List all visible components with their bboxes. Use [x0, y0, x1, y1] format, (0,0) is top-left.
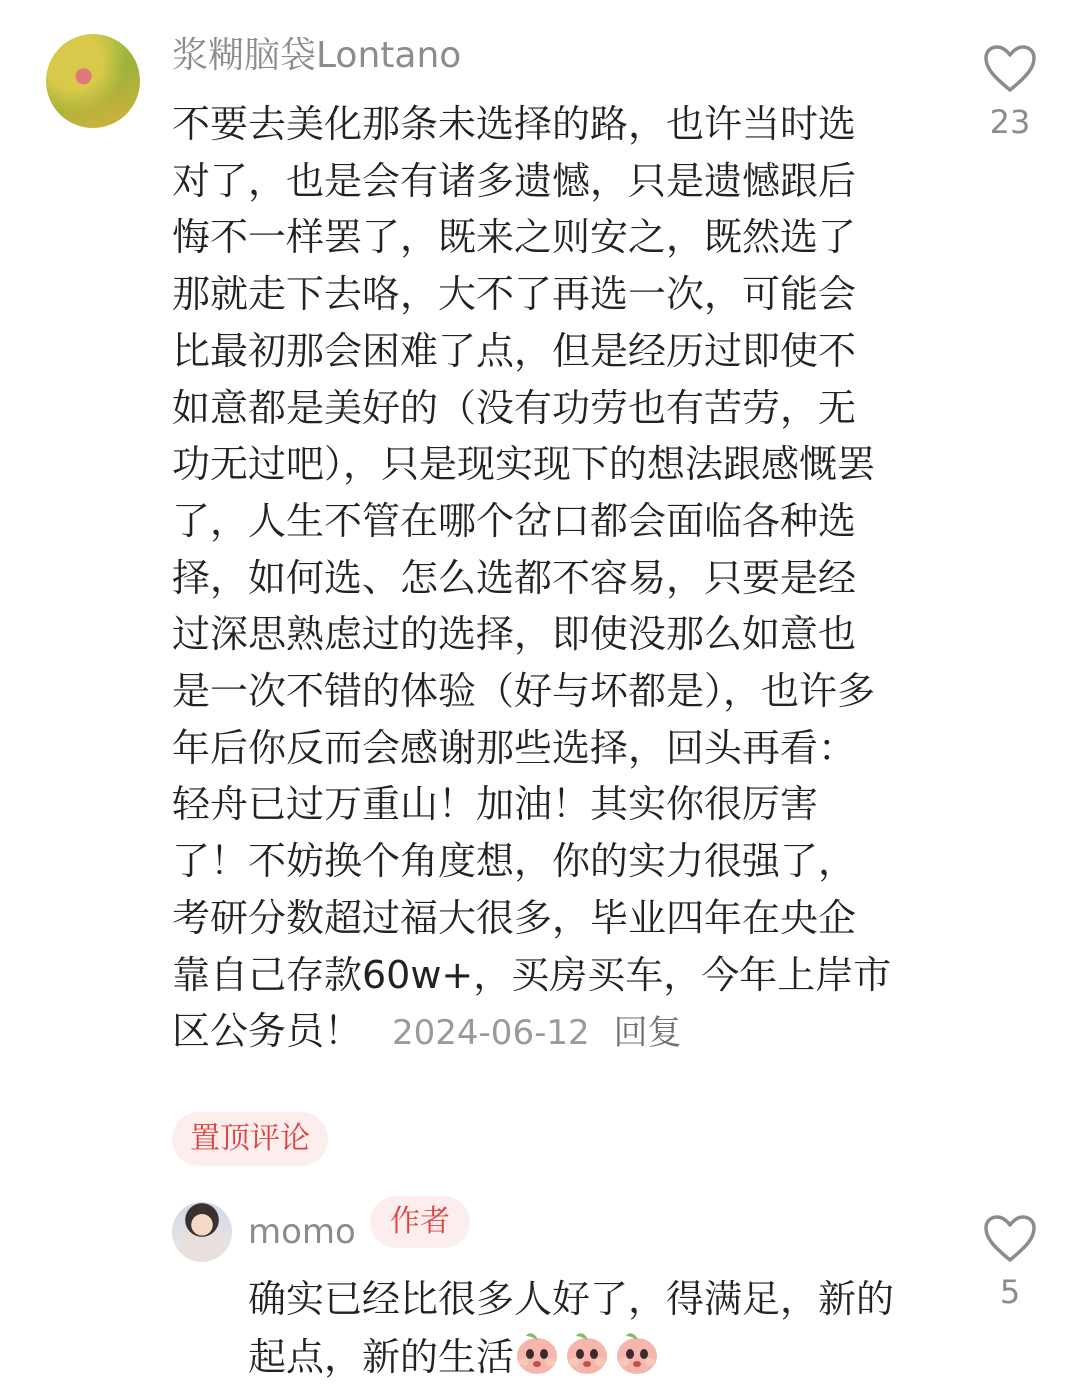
pinned-comment-badge: 置顶评论 [172, 1112, 328, 1166]
like-count: 5 [999, 1273, 1021, 1311]
like-count: 23 [989, 103, 1031, 141]
user-avatar[interactable] [46, 34, 140, 128]
author-badge: 作者 [370, 1196, 470, 1248]
peach-face-emoji-icon [514, 1330, 560, 1376]
comment-username[interactable]: 浆糊脑袋Lontano [172, 35, 462, 76]
comment-text: 确实已经比很多人好了，得满足，新的起点，新的生活 [248, 1277, 895, 1379]
comment-username[interactable]: momo [248, 1212, 356, 1252]
reply-button[interactable]: 回复 [613, 1013, 682, 1054]
user-avatar[interactable] [172, 1202, 232, 1262]
peach-face-emoji-icon [614, 1330, 660, 1376]
reply-item [0, 1190, 1084, 1386]
like-button[interactable] [975, 44, 1045, 140]
peach-face-emoji-icon [564, 1330, 610, 1376]
comment-body[interactable] [172, 96, 892, 1062]
comment-text: 不要去美化那条未选择的路，也许当时选对了，也是会有诸多遗憾，只是遗憾跟后悔不一样罢了，既来之则安之，既然选了那就走下去咯，大不了再选一次，可能会比最初那会困难了点，但是经历过即使不如意都是美好的（没有功劳也有苦劳，无功无过吧），只是现实现下的想法跟感慨罢了，人生不管在哪个岔口都会面临各种选择，如何选、怎么选都不容易，只要是经过深思熟虑过的选择，即使没那么如意也是一次不错的体验（好与坏都是），也许多年后你反而会感谢那些选择，回头再看：轻舟已过万重山！加油！其实你很厉害了！不妨换个角度想，你的实力很强了，考研分数超过福大很多，毕业四年在央企靠自己存款60w+，买房买车，今年上岸市区公务员！ [172, 102, 892, 1054]
heart-icon [983, 44, 1037, 94]
like-button[interactable] [975, 1214, 1045, 1310]
comment-date: 2024-06-12 [392, 1013, 590, 1054]
comment-body[interactable] [248, 1270, 928, 1386]
heart-icon [983, 1214, 1037, 1264]
